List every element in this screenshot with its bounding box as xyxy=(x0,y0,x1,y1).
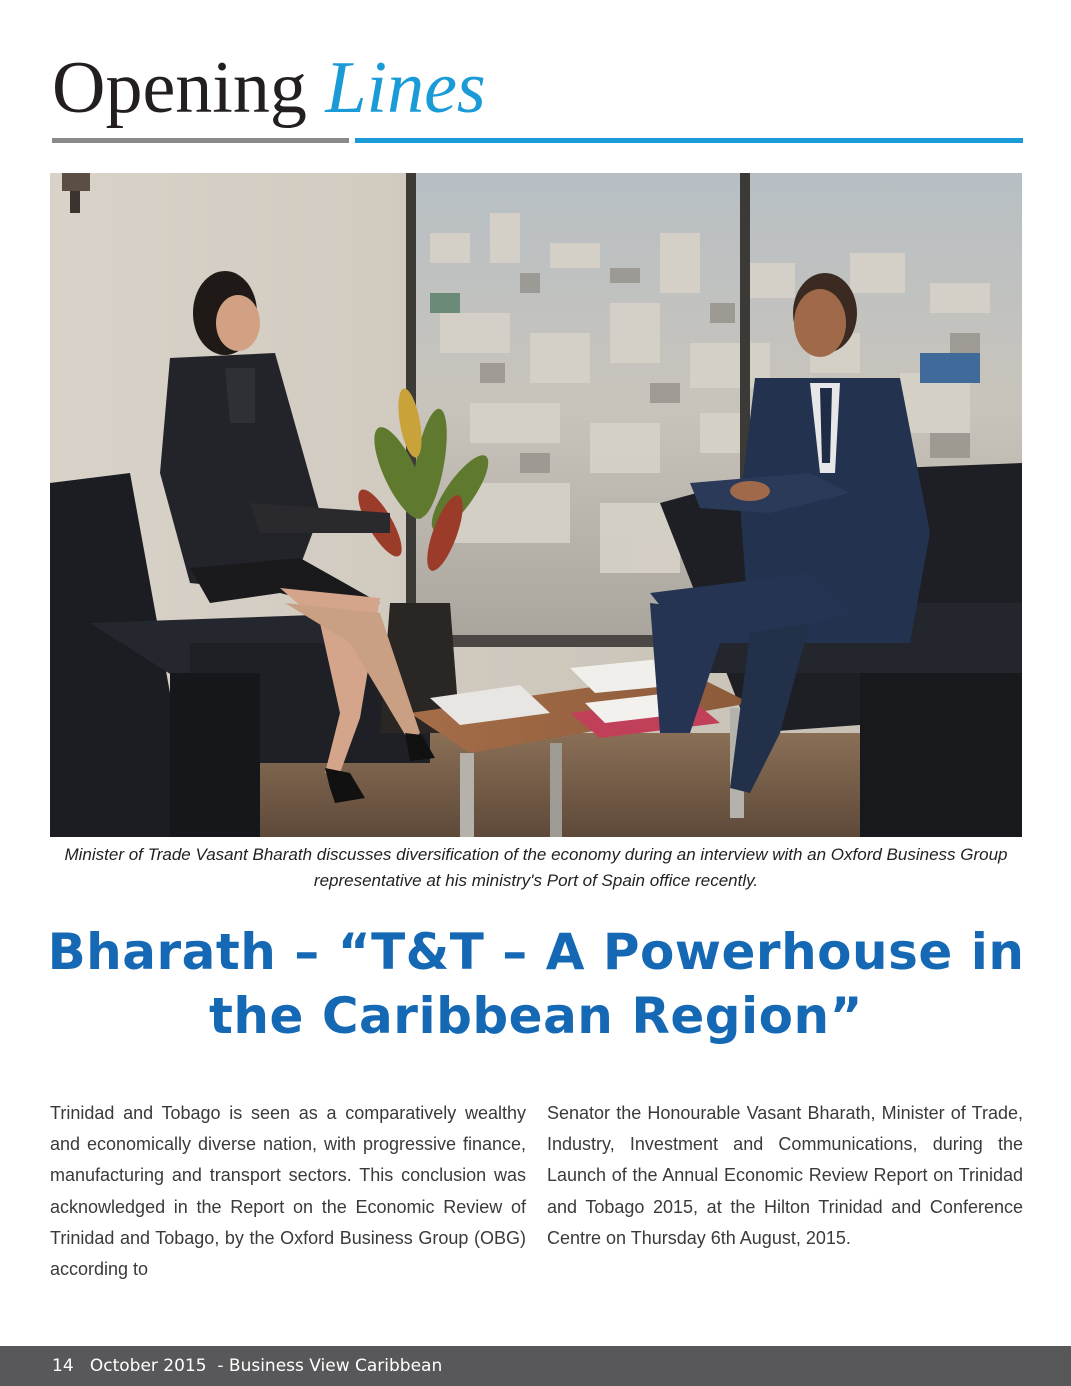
article-headline: Bharath – “T&T – A Powerhouse in the Caribbean Region” xyxy=(47,923,1025,1045)
page-number: 14 xyxy=(52,1356,74,1376)
footer-issue: October 2015 - Business View Caribbean xyxy=(89,1356,443,1376)
article-column-1: Trinidad and Tobago is seen as a comparatively wealthy and economically diverse nation, with progressive finance, manufacturing and transport sectors. This conclusion was acknowledged in the Report on the Economic Review of Trinidad and Tobago, by the Oxford Business Group (OBG) according to xyxy=(50,1103,526,1280)
section-title xyxy=(52,38,486,138)
interview-photo-illustration xyxy=(50,173,1022,837)
title-rule-blue xyxy=(355,138,1023,143)
footer-text xyxy=(52,1346,442,1386)
photo-caption: Minister of Trade Vasant Bharath discusses diversification of the economy during an interview with an Oxford Business Group representative at his ministry's Port of Spain office recently. xyxy=(64,845,1008,890)
section-title-accent: Lines xyxy=(325,47,486,129)
title-rule-gray xyxy=(52,138,349,143)
page-footer xyxy=(0,1346,1071,1386)
article-column-2: Senator the Honourable Vasant Bharath, Minister of Trade, Industry, Investment and Communications, during the Launch of the Annual Economic Review Report on Trinidad and Tobago 2015, at the Hilton Trinidad and Conference Centre on Thursday 6th August, 2015. xyxy=(547,1103,1023,1248)
section-title-main: Opening xyxy=(52,47,307,129)
interview-photo xyxy=(50,173,1022,837)
